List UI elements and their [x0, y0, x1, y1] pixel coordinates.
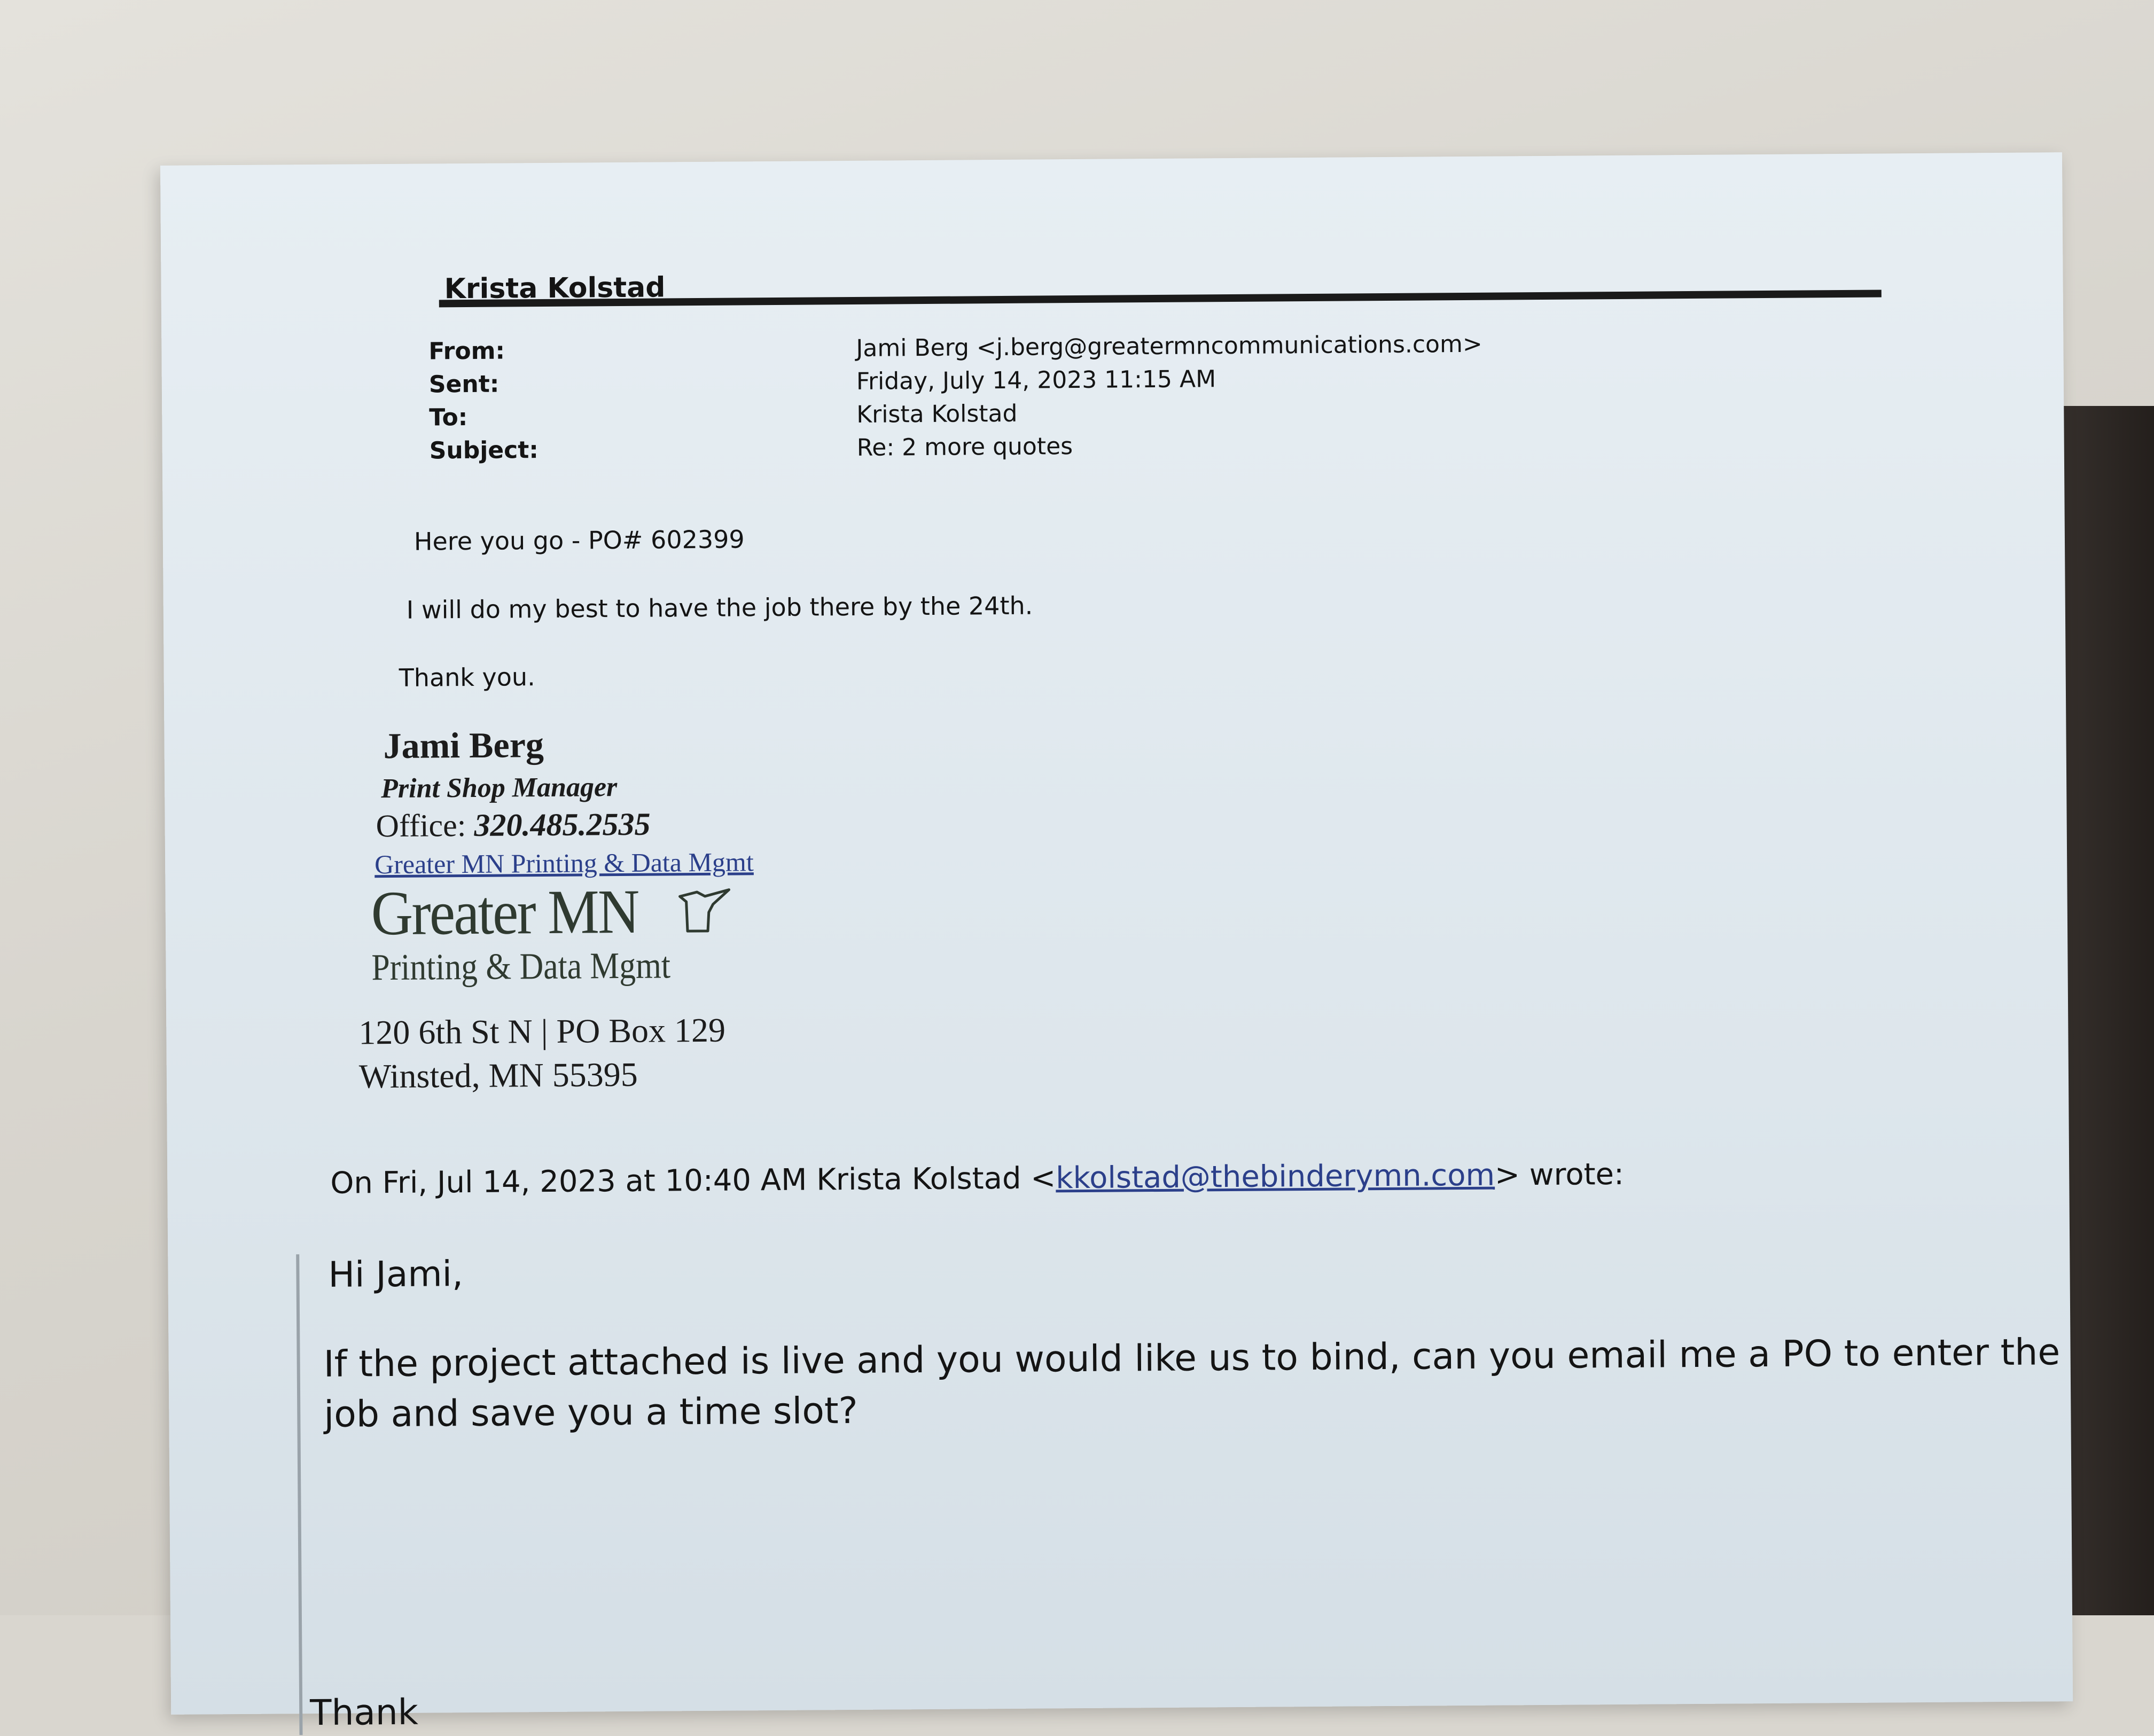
sent-value: Friday, July 14, 2023 11:15 AM [856, 365, 1216, 395]
quoted-body: If the project attached is live and you would like us to bind, can you email me a PO to enter the job and save you a time slot? [323, 1331, 2061, 1436]
recipient-header: Krista Kolstad [444, 271, 666, 306]
quoted-header [330, 1157, 1624, 1201]
logo-wordmark-top: Greater MN [371, 876, 639, 949]
logo-wordmark-bottom: Printing & Data Mgmt [371, 945, 671, 989]
company-logo [371, 874, 746, 1005]
office-number: 320.485.2535 [474, 806, 651, 843]
printed-email-page [160, 152, 2073, 1734]
to-value: Krista Kolstad [856, 400, 1018, 428]
address-line-1: 120 6th St N | PO Box 129 [358, 1011, 726, 1052]
quoted-header-prefix: On Fri, Jul 14, 2023 at 10:40 AM Krista Kolstad < [330, 1161, 1056, 1201]
quoted-header-suffix: > wrote: [1494, 1156, 1625, 1193]
subject-label: Subject: [429, 436, 539, 464]
signature-title: Print Shop Manager [380, 772, 618, 804]
quoted-email-link[interactable]: kkolstad@thebinderymn.com [1056, 1158, 1495, 1196]
sent-label: Sent: [428, 370, 500, 398]
body-line-thanks: Thank you. [399, 662, 535, 692]
email-meta [428, 325, 1819, 467]
address-line-2: Winsted, MN 55395 [358, 1055, 638, 1096]
quoted-cutoff-text: Thank [309, 1691, 419, 1734]
from-value: Jami Berg <j.berg@greatermncommunications.com> [856, 330, 1482, 362]
body-line-po: Here you go - PO# 602399 [413, 525, 745, 556]
company-link[interactable]: Greater MN Printing & Data Mgmt [374, 847, 754, 880]
from-label: From: [428, 337, 505, 365]
office-label: Office: [376, 807, 474, 844]
quoted-greeting: Hi Jami, [328, 1253, 464, 1295]
subject-value: Re: 2 more quotes [856, 432, 1073, 462]
body-line-delivery: I will do my best to have the job there by the 24th. [406, 591, 1033, 624]
to-label: To: [429, 403, 468, 431]
signature-name: Jami Berg [383, 724, 544, 767]
signature-address [358, 1008, 726, 1099]
quote-bar [296, 1254, 302, 1735]
signature-office [376, 806, 650, 845]
minnesota-outline-icon [675, 880, 735, 940]
